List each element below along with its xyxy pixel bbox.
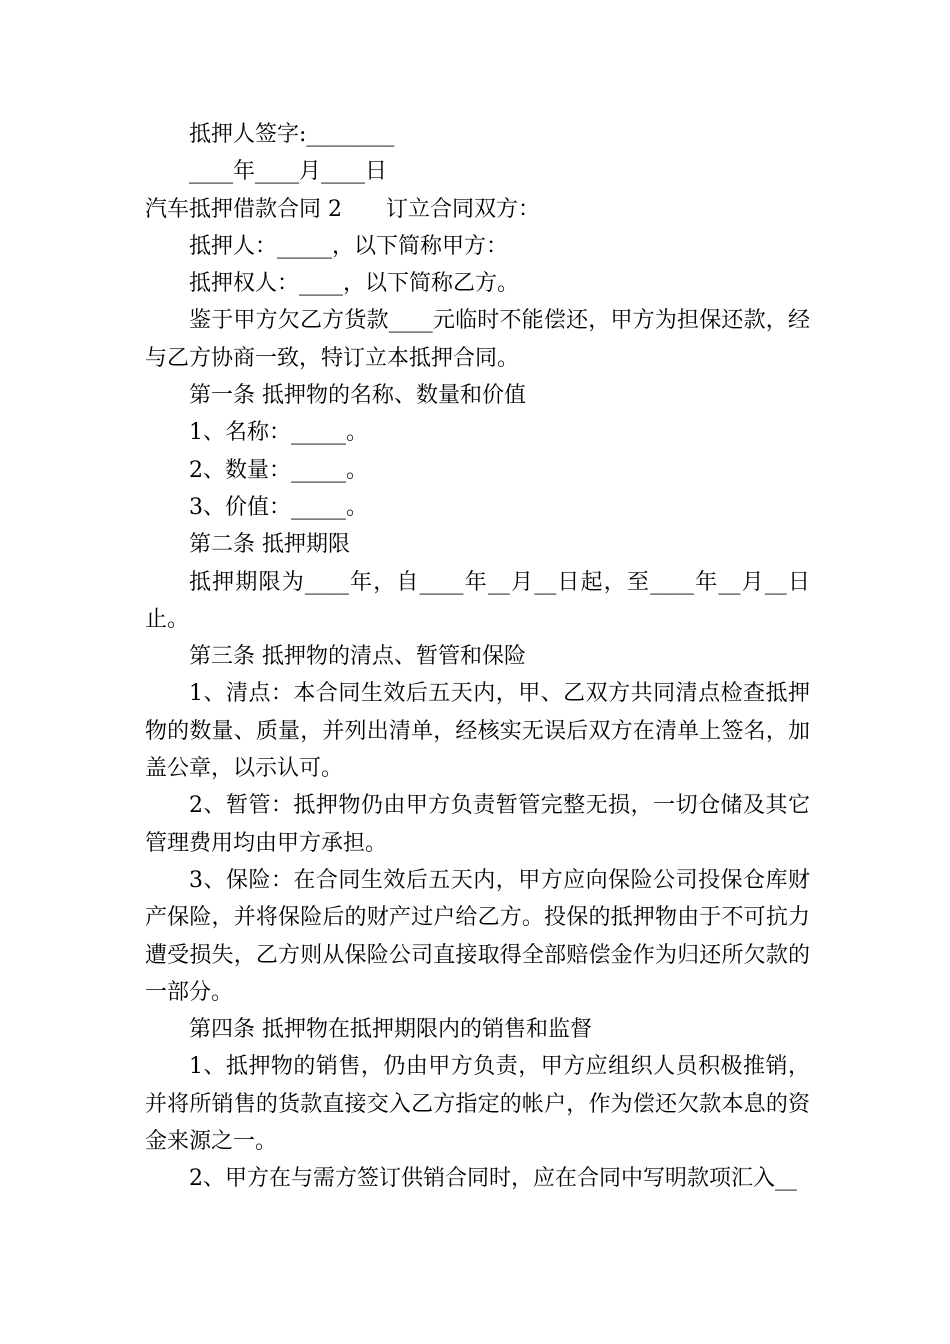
article-1-heading: 第一条 抵押物的名称、数量和价值: [189, 383, 526, 409]
document-body: [145, 116, 810, 1198]
article-1-item-name: 1、名称：_____。: [189, 420, 368, 446]
signature-line: 抵押人签字:________: [189, 122, 395, 147]
article-3-item-custody: 2、暂管：抵押物仍由甲方负责暂管完整无损，一切仓储及其它管理费用均由甲方承担。: [145, 793, 810, 856]
article-1-item-value: 3、价值：_____。: [189, 494, 368, 520]
party-a-line: 抵押人：_____，以下简称甲方：: [189, 233, 509, 259]
article-2-heading: 第二条 抵押期限: [189, 532, 350, 558]
date-line: ____年____月____日: [189, 159, 388, 185]
article-4-item-sales: 1、抵押物的销售，仍由甲方负责，甲方应组织人员积极推销，并将所销售的货款直接交入乙方指定的帐户，作为偿还欠款本息的资金来源之一。: [145, 1054, 810, 1155]
article-3-item-inventory: 1、清点：本合同生效后五天内，甲、乙双方共同清点检查抵押物的数量、质量，并列出清单，经核实无误后双方在清单上签名，加盖公章，以示认可。: [145, 681, 810, 782]
article-3-heading: 第三条 抵押物的清点、暂管和保险: [189, 644, 526, 670]
article-4-item-contract: 2、甲方在与需方签订供销合同时，应在合同中写明款项汇入__: [189, 1166, 797, 1192]
article-1-item-quantity: 2、数量：_____。: [189, 457, 368, 483]
article-3-item-insurance: 3、保险：在合同生效后五天内，甲方应向保险公司投保仓库财产保险，并将保险后的财产过户给乙方。投保的抵押物由于不可抗力遭受损失，乙方则从保险公司直接取得全部赔偿金作为归还所欠款的一部分。: [145, 867, 810, 1005]
article-2-paragraph: 抵押期限为____年，自____年__月__日起，至____年__月__日止。: [145, 569, 810, 632]
article-4-heading: 第四条 抵押物在抵押期限内的销售和监督: [189, 1017, 592, 1043]
contract-title: 汽车抵押借款合同 2 订立合同双方：: [145, 196, 540, 222]
party-b-line: 抵押权人：____，以下简称乙方。: [189, 271, 520, 297]
preamble-paragraph: 鉴于甲方欠乙方货款____元临时不能偿还，甲方为担保还款，经与乙方协商一致，特订立本抵押合同。: [145, 308, 810, 371]
